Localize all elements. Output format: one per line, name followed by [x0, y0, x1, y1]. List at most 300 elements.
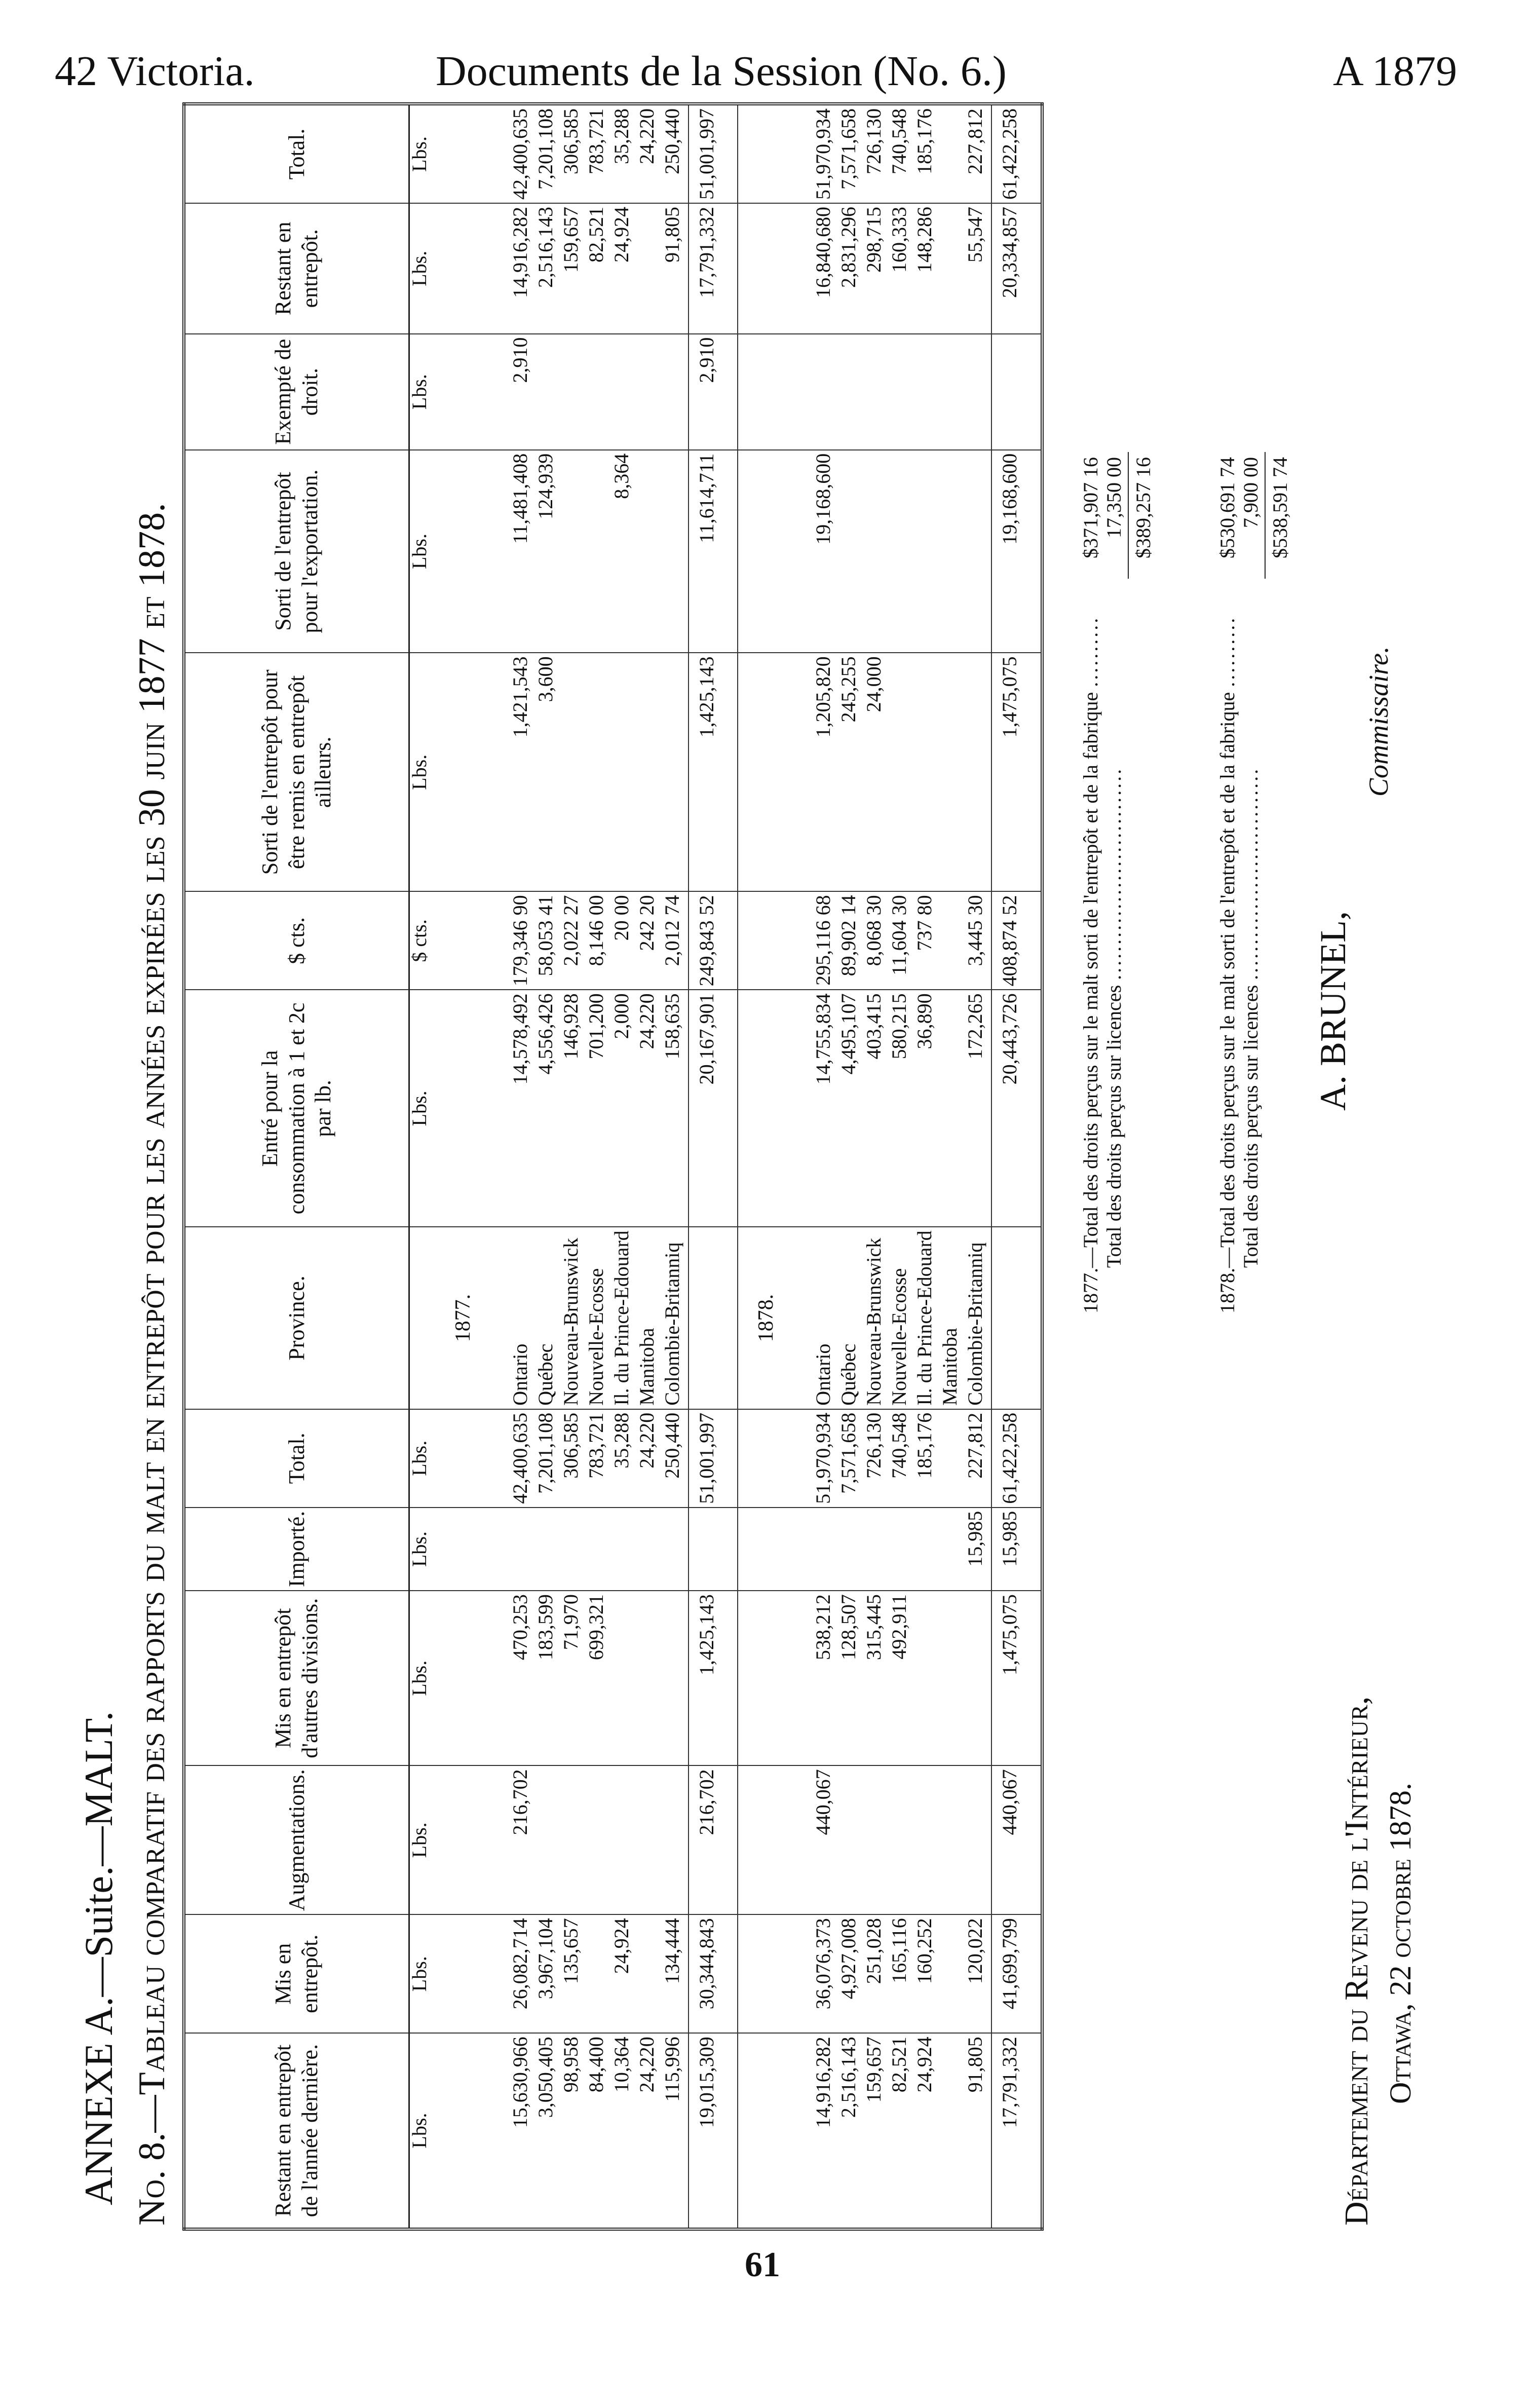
table-cell: [435, 1508, 511, 1591]
table-body: [409, 104, 1043, 2229]
header-right: A 1879: [1332, 48, 1457, 95]
table-cell: [915, 1508, 940, 1591]
table-cell: 24,924: [612, 203, 637, 334]
table-cell: [738, 1765, 814, 1914]
column-header-8: $ cts.: [184, 891, 409, 990]
table-row: [637, 104, 663, 2229]
table-cell: 2,012 74: [663, 891, 689, 990]
total-cell: 1,475,075: [991, 653, 1042, 891]
table-cell: [839, 1765, 864, 1914]
table-cell: [738, 1914, 814, 2033]
table-cell: [864, 334, 890, 450]
table-cell: [738, 990, 814, 1227]
table-cell: 4,927,008: [839, 1914, 864, 2033]
table-cell: 42,400,635: [511, 1409, 536, 1508]
table-cell: [561, 1765, 587, 1914]
table-row: [864, 104, 890, 2229]
table-cell: [915, 1591, 940, 1765]
table-row: [536, 104, 561, 2229]
page-number: 61: [745, 2245, 780, 2284]
table-cell: 250,440: [663, 104, 689, 203]
summary-1878-line2: Total des droits perçus sur licences: [1239, 985, 1262, 1268]
table-cell: 2,022 27: [561, 891, 587, 990]
table-cell: 179,346 90: [511, 891, 536, 990]
province-cell: Québec: [839, 1227, 864, 1409]
table-cell: 82,521: [890, 2033, 915, 2229]
table-cell: 2,516,143: [536, 203, 561, 334]
table-cell: 159,657: [864, 2033, 890, 2229]
table-cell: 7,201,108: [536, 1409, 561, 1508]
table-cell: 172,265: [966, 990, 991, 1227]
table-cell: [637, 450, 663, 653]
table-cell: [435, 1765, 511, 1914]
summary-1878: 1878.—Total des droits perçus sur le malt sorti de l'entrepôt et de la fabrique .......... Total des droits perçus sur licences .............................. $530,691 74 7,900 00 $538,591 74: [1216, 616, 1263, 1313]
table-cell: [839, 1508, 864, 1591]
table-cell: [663, 450, 689, 653]
unit-cell: $ cts.: [409, 891, 436, 990]
total-cell: [689, 1227, 738, 1409]
table-cell: [814, 1508, 839, 1591]
total-cell: 2,910: [689, 334, 738, 450]
table-cell: [890, 450, 915, 653]
table-cell: [839, 450, 864, 653]
province-cell: Nouvelle-Ecosse: [587, 1227, 612, 1409]
table-cell: [864, 450, 890, 653]
table-cell: [612, 334, 637, 450]
table-cell: 580,215: [890, 990, 915, 1227]
table-cell: [940, 334, 966, 450]
table-row: [966, 104, 991, 2229]
summary-1877-year: 1877.: [1079, 1268, 1102, 1313]
province-cell: Québec: [536, 1227, 561, 1409]
table-cell: [864, 1765, 890, 1914]
table-cell: 1,421,543: [511, 653, 536, 891]
column-header-2: Augmentations.: [184, 1765, 409, 1914]
table-cell: 4,556,426: [536, 990, 561, 1227]
table-cell: 2,000: [612, 990, 637, 1227]
table-cell: [864, 1508, 890, 1591]
total-cell: 1,425,143: [689, 653, 738, 891]
table-cell: [536, 1508, 561, 1591]
summary-1877-total: $389,257 16: [1132, 457, 1155, 558]
total-cell: 15,985: [991, 1508, 1042, 1591]
table-cell: [561, 450, 587, 653]
province-cell: Nouveau-Brunswick: [864, 1227, 890, 1409]
table-cell: 120,022: [966, 1914, 991, 2033]
table-cell: [637, 334, 663, 450]
province-cell: Colombie-Britanniq: [663, 1227, 689, 1409]
table-cell: 185,176: [915, 1409, 940, 1508]
table-cell: [738, 1508, 814, 1591]
total-row: [689, 104, 738, 2229]
table-cell: 470,253: [511, 1591, 536, 1765]
summary-1877: 1877.—Total des droits perçus sur le malt sorti de l'entrepôt et de la fabrique .......... Total des droits perçus sur licences .............................. $371,907 16 17,350 00 $389,257 16: [1079, 616, 1126, 1313]
table-cell: 740,548: [890, 1409, 915, 1508]
province-cell: Nouvelle-Ecosse: [890, 1227, 915, 1409]
unit-cell: Lbs.: [409, 653, 436, 891]
year-row: [435, 104, 511, 2229]
year-label: 1877.: [435, 1227, 511, 1409]
table-cell: [587, 334, 612, 450]
table-cell: [435, 990, 511, 1227]
table-title: No. 8.—Tableau comparatif des rapports du malt en entrepôt pour les années expirées les 30 juin 1877 et 1878.: [131, 503, 173, 2226]
table-cell: [839, 334, 864, 450]
table-row: [612, 104, 637, 2229]
summary-1878-line1: —Total des droits perçus sur le malt sorti de l'entrepôt et de la fabrique: [1216, 692, 1239, 1268]
table-row: [890, 104, 915, 2229]
table-cell: 58,053 41: [536, 891, 561, 990]
table-cell: 245,255: [839, 653, 864, 891]
table-cell: 183,599: [536, 1591, 561, 1765]
table-cell: 250,440: [663, 1409, 689, 1508]
table-cell: 737 80: [915, 891, 940, 990]
table-cell: [435, 104, 511, 203]
table-cell: [612, 1591, 637, 1765]
table-cell: [966, 334, 991, 450]
table-cell: 134,444: [663, 1914, 689, 2033]
table-cell: 14,578,492: [511, 990, 536, 1227]
table-cell: 1,205,820: [814, 653, 839, 891]
total-row: [991, 104, 1042, 2229]
unit-cell: [409, 1227, 436, 1409]
department-name: Département du Revenu de l'Intérieur,: [1338, 1696, 1375, 2226]
table-cell: [637, 1508, 663, 1591]
place-date: Ottawa, 22 octobre 1878.: [1384, 1783, 1417, 2104]
table-cell: 160,252: [915, 1914, 940, 2033]
header-center: Documents de la Session (No. 6.): [436, 48, 1007, 95]
table-cell: [435, 1409, 511, 1508]
table-cell: 11,604 30: [890, 891, 915, 990]
table-cell: [561, 653, 587, 891]
table-cell: [435, 891, 511, 990]
province-cell: Manitoba: [940, 1227, 966, 1409]
table-cell: [966, 1591, 991, 1765]
signature-title: Commissaire.: [1363, 646, 1394, 797]
table-row: [511, 104, 536, 2229]
summary-1877-amount1: $371,907 16: [1079, 457, 1102, 558]
table-cell: 185,176: [915, 104, 940, 203]
column-header-12: Restant en entrepôt.: [184, 203, 409, 334]
table-cell: [587, 1508, 612, 1591]
total-cell: 41,699,799: [991, 1914, 1042, 2033]
total-cell: 249,843 52: [689, 891, 738, 990]
table-cell: [940, 990, 966, 1227]
table-cell: 36,076,373: [814, 1914, 839, 2033]
table-cell: 740,548: [890, 104, 915, 203]
summary-1878-amount2: 7,900 00: [1239, 457, 1262, 528]
table-cell: 24,220: [637, 2033, 663, 2229]
table-cell: 403,415: [864, 990, 890, 1227]
table-header-row: [184, 104, 409, 2229]
province-cell: Ontario: [511, 1227, 536, 1409]
table-cell: [890, 1765, 915, 1914]
column-header-4: Importé.: [184, 1508, 409, 1591]
table-cell: [915, 653, 940, 891]
total-cell: [689, 1508, 738, 1591]
column-header-9: Sorti de l'entrepôt pour être remis en entrepôt ailleurs.: [184, 653, 409, 891]
province-cell: Nouveau-Brunswick: [561, 1227, 587, 1409]
table-cell: [663, 1591, 689, 1765]
table-cell: 2,831,296: [839, 203, 864, 334]
header-left: 42 Victoria.: [55, 48, 255, 95]
table-cell: [940, 2033, 966, 2229]
table-cell: 160,333: [890, 203, 915, 334]
column-header-7: Entré pour la consommation à 1 et 2c par lb.: [184, 990, 409, 1227]
table-cell: 51,970,934: [814, 1409, 839, 1508]
total-cell: 1,475,075: [991, 1591, 1042, 1765]
table-cell: [663, 1765, 689, 1914]
table-cell: 3,050,405: [536, 2033, 561, 2229]
total-cell: 19,168,600: [991, 450, 1042, 653]
table-cell: 82,521: [587, 203, 612, 334]
table-cell: 306,585: [561, 1409, 587, 1508]
table-cell: 36,890: [915, 990, 940, 1227]
table-cell: [890, 334, 915, 450]
unit-cell: Lbs.: [409, 2033, 436, 2229]
table-cell: [435, 653, 511, 891]
table-cell: 227,812: [966, 1409, 991, 1508]
table-cell: [587, 653, 612, 891]
annex-title: ANNEXE A.—Suite.—MALT.: [77, 1711, 121, 2205]
summary-1878-rule: [1265, 452, 1266, 579]
table-cell: [435, 1914, 511, 2033]
table-cell: [890, 653, 915, 891]
table-cell: 699,321: [587, 1591, 612, 1765]
total-cell: 17,791,332: [689, 203, 738, 334]
summary-1878-total: $538,591 74: [1269, 457, 1291, 558]
table-cell: [587, 1914, 612, 2033]
table-cell: 7,571,658: [839, 104, 864, 203]
total-cell: 17,791,332: [991, 2033, 1042, 2229]
total-cell: 20,167,901: [689, 990, 738, 1227]
table-cell: [940, 1765, 966, 1914]
table-cell: [738, 203, 814, 334]
table-cell: [738, 104, 814, 203]
table-cell: 216,702: [511, 1765, 536, 1914]
table-cell: 783,721: [587, 1409, 612, 1508]
table-cell: [663, 1508, 689, 1591]
table-cell: 16,840,680: [814, 203, 839, 334]
table-cell: 538,212: [814, 1591, 839, 1765]
table-cell: [940, 1591, 966, 1765]
unit-cell: Lbs.: [409, 990, 436, 1227]
table-cell: [738, 2033, 814, 2229]
table-cell: [890, 1508, 915, 1591]
total-cell: [991, 1227, 1042, 1409]
table-cell: 2,910: [511, 334, 536, 450]
table-cell: 55,547: [966, 203, 991, 334]
summary-1877-amount2: 17,350 00: [1102, 457, 1125, 538]
total-cell: 11,614,711: [689, 450, 738, 653]
table-cell: 135,657: [561, 1914, 587, 2033]
table-cell: [637, 203, 663, 334]
table-cell: 726,130: [864, 104, 890, 203]
table-cell: 98,958: [561, 2033, 587, 2229]
column-header-1: Mis en entrepôt.: [184, 1914, 409, 2033]
table-cell: [587, 450, 612, 653]
year-row: [738, 104, 814, 2229]
table-cell: 24,924: [915, 2033, 940, 2229]
table-cell: [435, 2033, 511, 2229]
table-cell: [511, 1508, 536, 1591]
column-header-11: Exempté de droit.: [184, 334, 409, 450]
summary-1878-amount1: $530,691 74: [1216, 457, 1239, 558]
table-cell: 8,364: [612, 450, 637, 653]
table-cell: [940, 104, 966, 203]
province-cell: Il. du Prince-Edouard: [915, 1227, 940, 1409]
unit-cell: Lbs.: [409, 1914, 436, 2033]
table-cell: [940, 1508, 966, 1591]
column-header-0: Restant en entrepôt de l'année dernière.: [184, 2033, 409, 2229]
table-cell: [940, 1914, 966, 2033]
total-cell: 20,443,726: [991, 990, 1042, 1227]
table-cell: [663, 653, 689, 891]
table-cell: [637, 1591, 663, 1765]
table-cell: 148,286: [915, 203, 940, 334]
table-cell: 15,985: [966, 1508, 991, 1591]
total-cell: 30,344,843: [689, 1914, 738, 2033]
table-cell: 15,630,966: [511, 2033, 536, 2229]
table-cell: [738, 450, 814, 653]
table-cell: [966, 653, 991, 891]
table-cell: 7,571,658: [839, 1409, 864, 1508]
table-cell: 24,220: [637, 104, 663, 203]
table-cell: 3,967,104: [536, 1914, 561, 2033]
summary-1878-year: 1878.: [1216, 1268, 1239, 1313]
unit-cell: Lbs.: [409, 1765, 436, 1914]
table-cell: [915, 1765, 940, 1914]
table-cell: [940, 1409, 966, 1508]
table-cell: [637, 653, 663, 891]
table-cell: 51,970,934: [814, 104, 839, 203]
province-cell: Ontario: [814, 1227, 839, 1409]
total-cell: 61,422,258: [991, 104, 1042, 203]
table-cell: 726,130: [864, 1409, 890, 1508]
table-cell: [738, 653, 814, 891]
table-cell: 298,715: [864, 203, 890, 334]
table-cell: 165,116: [890, 1914, 915, 2033]
total-cell: 20,334,857: [991, 203, 1042, 334]
table-cell: 146,928: [561, 990, 587, 1227]
table-cell: 295,116 68: [814, 891, 839, 990]
units-row: [409, 104, 436, 2229]
total-cell: 51,001,997: [689, 104, 738, 203]
table-cell: 14,916,282: [814, 2033, 839, 2229]
table-cell: [814, 334, 839, 450]
malt-comparative-table: [182, 102, 1044, 2231]
total-cell: 19,015,309: [689, 2033, 738, 2229]
table-cell: 84,400: [587, 2033, 612, 2229]
total-cell: 408,874 52: [991, 891, 1042, 990]
table-cell: 7,201,108: [536, 104, 561, 203]
table-cell: [435, 334, 511, 450]
table-cell: [536, 1765, 561, 1914]
unit-cell: Lbs.: [409, 1508, 436, 1591]
table-cell: 783,721: [587, 104, 612, 203]
table-cell: 42,400,635: [511, 104, 536, 203]
table-cell: 4,495,107: [839, 990, 864, 1227]
table-cell: [612, 1765, 637, 1914]
table-row: [915, 104, 940, 2229]
table-cell: 91,805: [966, 2033, 991, 2229]
table-cell: [561, 334, 587, 450]
table-cell: [966, 450, 991, 653]
table-cell: 2,516,143: [839, 2033, 864, 2229]
table-row: [663, 104, 689, 2229]
table-cell: 227,812: [966, 104, 991, 203]
table-cell: [663, 334, 689, 450]
table-cell: 89,902 14: [839, 891, 864, 990]
total-cell: 1,425,143: [689, 1591, 738, 1765]
table-cell: 242 20: [637, 891, 663, 990]
table-cell: [587, 1765, 612, 1914]
province-cell: Manitoba: [637, 1227, 663, 1409]
table-row: [814, 104, 839, 2229]
year-label: 1878.: [738, 1227, 814, 1409]
column-header-5: Total.: [184, 1409, 409, 1508]
table-cell: 8,068 30: [864, 891, 890, 990]
total-cell: 440,067: [991, 1765, 1042, 1914]
table-cell: 20 00: [612, 891, 637, 990]
table-cell: [738, 1591, 814, 1765]
column-header-13: Total.: [184, 104, 409, 203]
table-cell: [612, 653, 637, 891]
table-cell: [915, 450, 940, 653]
table-cell: [915, 334, 940, 450]
unit-cell: Lbs.: [409, 1591, 436, 1765]
table-cell: 8,146 00: [587, 891, 612, 990]
table-cell: [940, 653, 966, 891]
table-cell: 14,755,834: [814, 990, 839, 1227]
column-header-3: Mis en entrepôt d'autres divisions.: [184, 1591, 409, 1765]
table-cell: [435, 203, 511, 334]
unit-cell: Lbs.: [409, 104, 436, 203]
table-cell: [966, 1765, 991, 1914]
table-cell: 315,445: [864, 1591, 890, 1765]
table-cell: [940, 891, 966, 990]
column-header-6: Province.: [184, 1227, 409, 1409]
table-cell: [940, 450, 966, 653]
table-cell: 306,585: [561, 104, 587, 203]
table-cell: 492,911: [890, 1591, 915, 1765]
table-row: [587, 104, 612, 2229]
table-cell: [738, 334, 814, 450]
unit-cell: Lbs.: [409, 1409, 436, 1508]
table-cell: [435, 1591, 511, 1765]
signature-name: A. BRUNEL,: [1313, 911, 1353, 1111]
table-cell: 3,445 30: [966, 891, 991, 990]
unit-cell: Lbs.: [409, 450, 436, 653]
table-cell: [738, 891, 814, 990]
summary-1877-line1: —Total des droits perçus sur le malt sorti de l'entrepôt et de la fabrique: [1079, 692, 1102, 1268]
unit-cell: Lbs.: [409, 334, 436, 450]
table-cell: 124,939: [536, 450, 561, 653]
table-cell: 3,600: [536, 653, 561, 891]
table-cell: 14,916,282: [511, 203, 536, 334]
table-cell: 10,364: [612, 2033, 637, 2229]
table-row: [561, 104, 587, 2229]
table-cell: 251,028: [864, 1914, 890, 2033]
province-cell: Colombie-Britanniq: [966, 1227, 991, 1409]
total-cell: [991, 334, 1042, 450]
table-row: [940, 104, 966, 2229]
table-cell: [738, 1409, 814, 1508]
table-cell: 159,657: [561, 203, 587, 334]
province-cell: Il. du Prince-Edouard: [612, 1227, 637, 1409]
table-cell: 35,288: [612, 1409, 637, 1508]
table-cell: 128,507: [839, 1591, 864, 1765]
table-cell: 24,924: [612, 1914, 637, 2033]
